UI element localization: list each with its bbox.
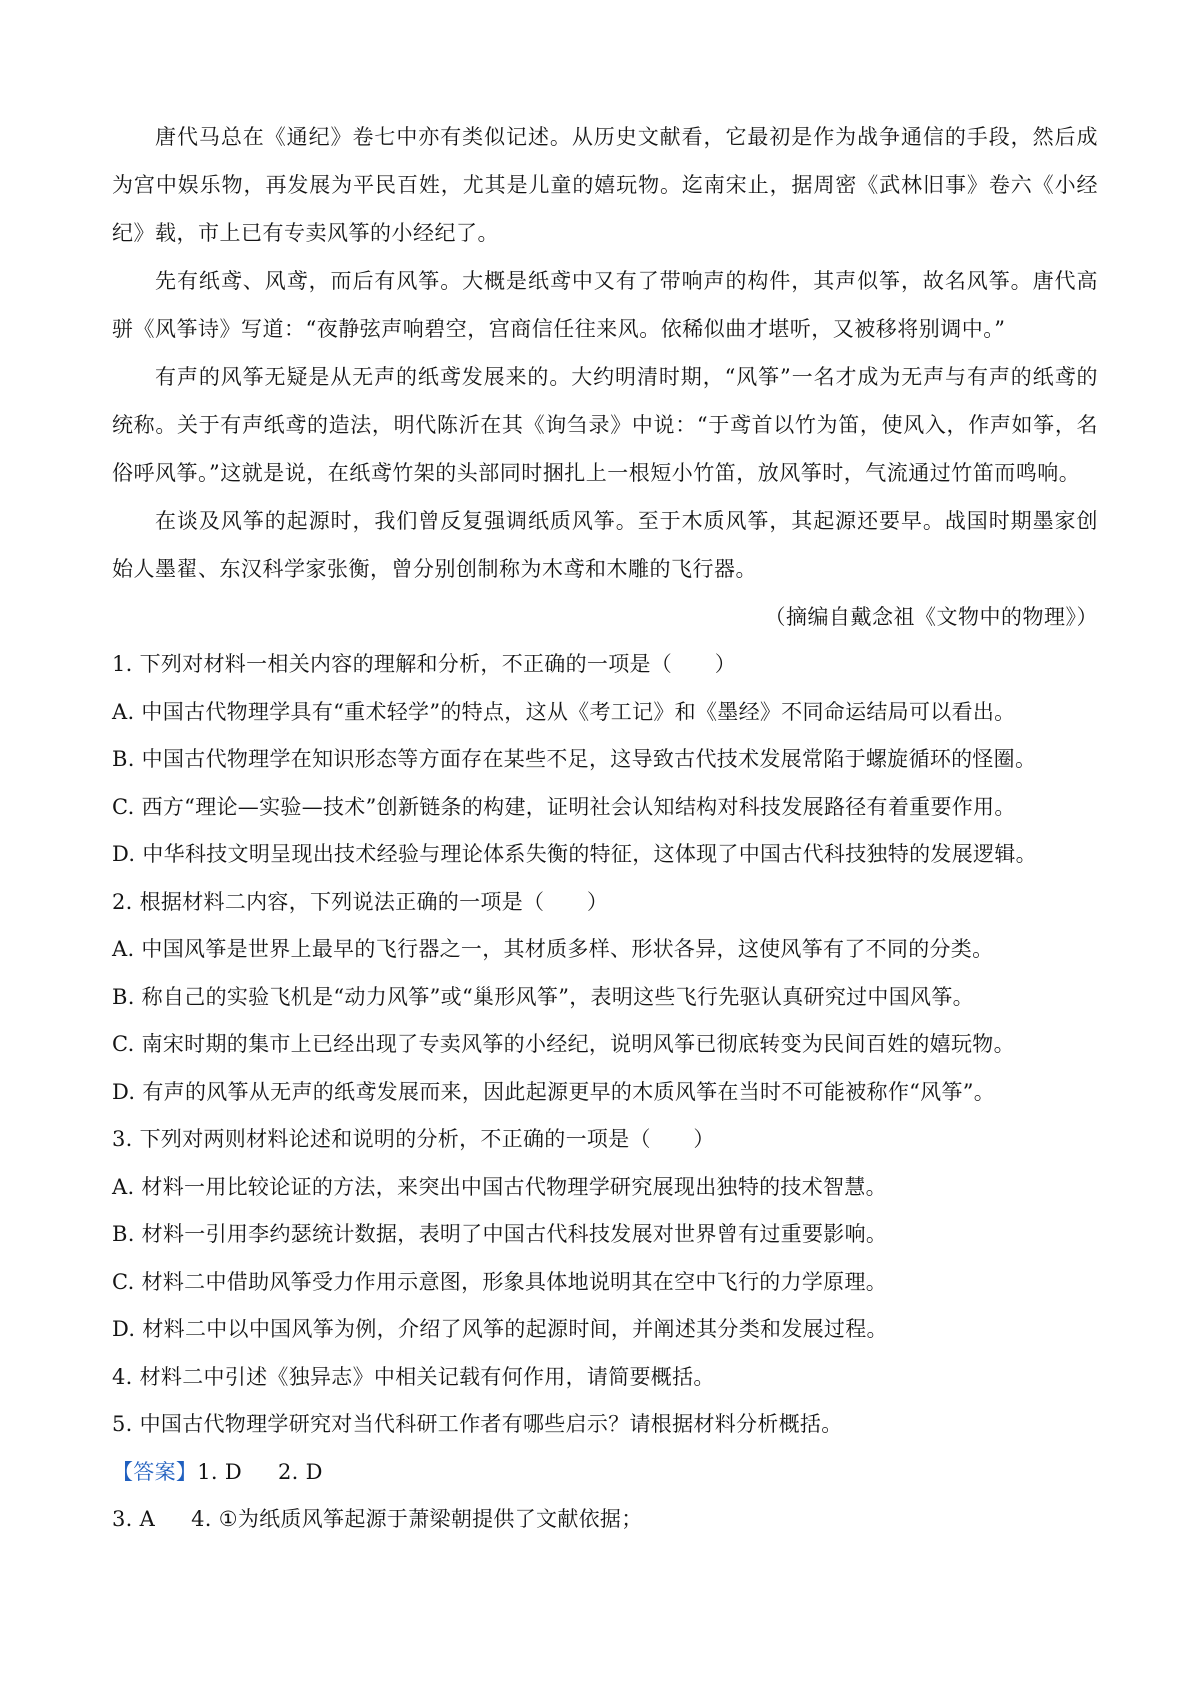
answer-item: 2. D (277, 1459, 323, 1484)
question-option: B. 中国古代物理学在知识形态等方面存在某些不足，这导致古代技术发展常陷于螺旋循环的怪圈。 (112, 747, 1037, 771)
question-list (112, 641, 1098, 1449)
question-option: A. 中国古代物理学具有“重术轻学”的特点，这从《考工记》和《墨经》不同命运结局可以看出。 (112, 699, 1016, 724)
answer-tag: 【答案】 (112, 1459, 198, 1484)
passage-paragraph: 有声的风筝无疑是从无声的纸鸢发展来的。大约明清时期，“风筝”一名才成为无声与有声的纸鸢的统称。关于有声纸鸢的造法，明代陈沂在其《询刍录》中说：“于鸢首以竹为笛，使风入，作声如筝，名俗呼风筝。”这就是说，在纸鸢竹架的头部同时捆扎上一根短小竹笛，放风筝时，气流通过竹笛而鸣响。 (112, 365, 1098, 485)
question-option: D. 材料二中以中国风筝为例，介绍了风筝的起源时间，并阐述其分类和发展过程。 (112, 1317, 888, 1341)
question-option: B. 材料一引用李约瑟统计数据，表明了中国古代科技发展对世界曾有过重要影响。 (112, 1222, 888, 1246)
passage-paragraph: 在谈及风筝的起源时，我们曾反复强调纸质风筝。至于木质风筝，其起源还要早。战国时期墨家创始人墨翟、东汉科学家张衡，曾分别创制称为木鸢和木雕的飞行器。 (112, 509, 1098, 581)
answer-line (112, 1449, 1098, 1497)
question-option: C. 南宋时期的集市上已经出现了专卖风筝的小经纪，说明风筝已彻底转变为民间百姓的嬉玩物。 (112, 1032, 1015, 1056)
question-option: D. 有声的风筝从无声的纸鸢发展而来，因此起源更早的木质风筝在当时不可能被称作“风筝”。 (112, 1079, 996, 1104)
passage-paragraph: 唐代马总在《通纪》卷七中亦有类似记述。从历史文献看，它最初是作为战争通信的手段，然后成为宫中娱乐物，再发展为平民百姓，尤其是儿童的嬉玩物。迄南宋止，据周密《武林旧事》卷六《小经纪》载，市上已有专卖风筝的小经纪了。 (112, 125, 1098, 245)
question-option: A. 材料一用比较论证的方法，来突出中国古代物理学研究展现出独特的技术智慧。 (112, 1174, 887, 1199)
document-page (112, 0, 1098, 1544)
question-stem: 5. 中国古代物理学研究对当代科研工作者有哪些启示？请根据材料分析概括。 (112, 1412, 843, 1436)
question-option: D. 中华科技文明呈现出技术经验与理论体系失衡的特征，这体现了中国古代科技独特的发展逻辑。 (112, 842, 1037, 866)
question-option: A. 中国风筝是世界上最早的飞行器之一，其材质多样、形状各异，这使风筝有了不同的分类。 (112, 937, 994, 961)
answer-line (112, 1496, 1098, 1544)
question-stem: 3. 下列对两则材料论述和说明的分析，不正确的一项是（ ） (112, 1127, 715, 1151)
question-stem: 2. 根据材料二内容，下列说法正确的一项是（ ） (112, 889, 609, 914)
answer-item: 4. ①为纸质风筝起源于萧梁朝提供了文献依据； (191, 1507, 643, 1531)
question-option: C. 材料二中借助风筝受力作用示意图，形象具体地说明其在空中飞行的力学原理。 (112, 1269, 888, 1294)
answer-item: 3. A (112, 1507, 156, 1531)
answer-section (112, 1449, 1098, 1544)
question-option: B. 称自己的实验飞机是“动力风筝”或“巢形风筝”，表明这些飞行先驱认真研究过中国风筝。 (112, 984, 974, 1009)
question-stem: 1. 下列对材料一相关内容的理解和分析，不正确的一项是（ ） (112, 652, 737, 676)
passage-paragraph: 先有纸鸢、风鸢，而后有风筝。大概是纸鸢中又有了带响声的构件，其声似筝，故名风筝。唐代高骈《风筝诗》写道：“夜静弦声响碧空，宫商信任往来风。依稀似曲才堪听，又被移将别调中。” (112, 269, 1098, 341)
passage-source: （摘编自戴念祖《文物中的物理》） (764, 605, 1098, 629)
answer-item: 1. D (197, 1459, 242, 1484)
question-stem: 4. 材料二中引述《独异志》中相关记载有何作用，请简要概括。 (112, 1364, 715, 1389)
passage (112, 113, 1098, 641)
question-option: C. 西方“理论—实验—技术”创新链条的构建，证明社会认知结构对科技发展路径有着重要作用。 (112, 794, 1016, 819)
